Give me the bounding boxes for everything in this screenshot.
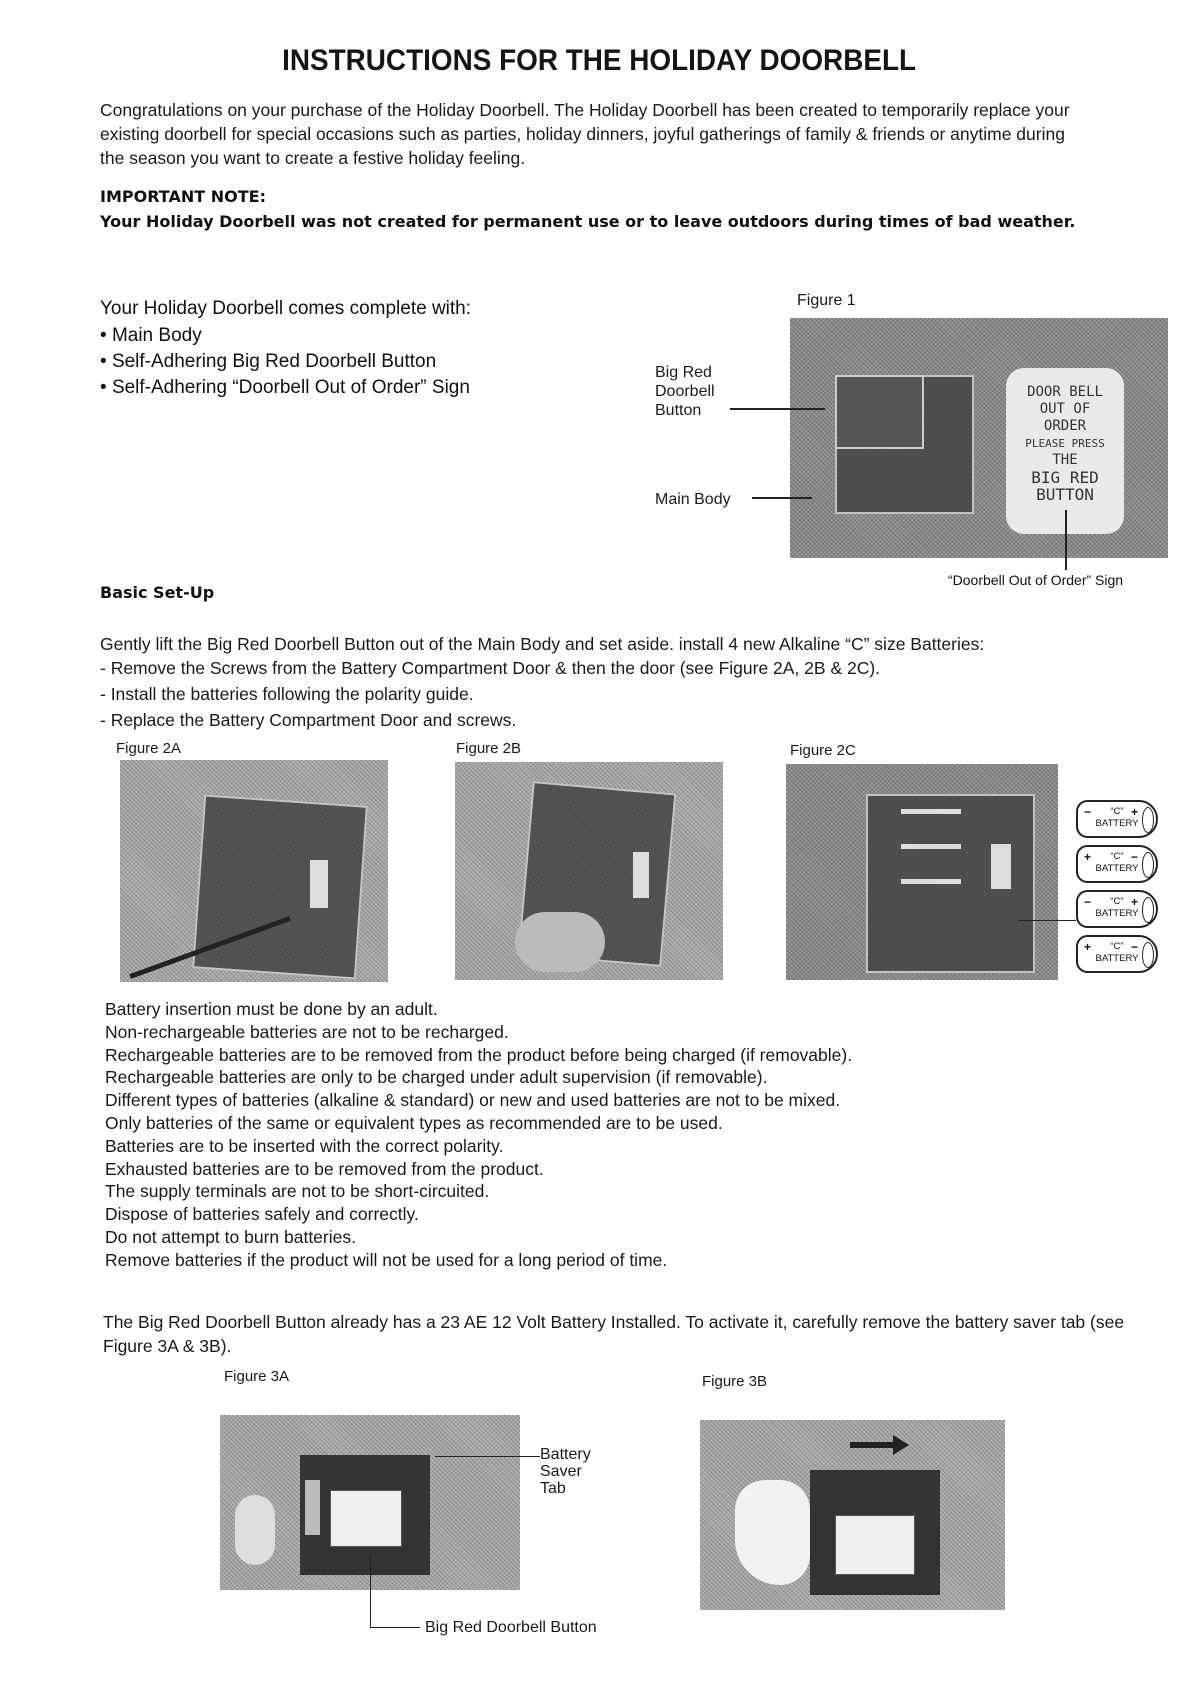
leader-line: [370, 1627, 420, 1628]
list-item: Battery insertion must be done by an adult.: [105, 999, 438, 1019]
leader-line: [1065, 510, 1067, 570]
label-image: [310, 860, 328, 908]
list-item: Do not attempt to burn batteries.: [105, 1226, 356, 1247]
contents-list: [100, 323, 470, 401]
figure-2a-label: Figure 2A: [116, 740, 182, 757]
setup-step: - Remove the Screws from the Battery Compartment Door & then the door (see Figure 2A, 2B & 2C).: [100, 658, 881, 678]
leader-line: [370, 1555, 371, 1627]
big-red-button-image: [835, 375, 924, 449]
list-item: Rechargeable batteries are only to be charged under adult supervision (if removable).: [105, 1067, 768, 1088]
label-image: [835, 1515, 915, 1575]
list-item: Exhausted batteries are to be removed from the product.: [105, 1158, 544, 1179]
leader-line: [435, 1456, 540, 1457]
battery-slot: [901, 879, 961, 884]
setup-step: - Install the batteries following the polarity guide.: [100, 684, 474, 704]
list-item: Only batteries of the same or equivalent types as recommended are to be used.: [105, 1112, 723, 1133]
setup-intro: Gently lift the Big Red Doorbell Button out of the Main Body and set aside. install 4 new Alkaline “C” size Batteries:: [100, 634, 985, 654]
sign-line: PLEASE PRESS: [1025, 437, 1105, 450]
list-item: • Self-Adhering Big Red Doorbell Button: [100, 349, 470, 375]
sign-line: BUTTON: [1036, 485, 1094, 504]
battery-diagram: + − “C” BATTERY: [1076, 845, 1158, 883]
figure-1-label: Figure 1: [797, 292, 856, 309]
important-note-body: Your Holiday Doorbell was not created for permanent use or to leave outdoors during times of bad weather.: [100, 212, 1076, 231]
setup-heading: Basic Set-Up: [100, 583, 215, 602]
figure-2b-photo: [455, 762, 723, 980]
sign-line: DOOR BELL: [1027, 384, 1103, 400]
leader-line: [730, 408, 825, 410]
list-item: Remove batteries if the product will not be used for a long period of time.: [105, 1249, 668, 1270]
battery-image: [305, 1480, 320, 1535]
callout-big-red-button: Big Red Doorbell Button: [425, 1619, 597, 1636]
sign-line: BIG RED: [1031, 468, 1099, 487]
figure-3a-label: Figure 3A: [224, 1368, 290, 1385]
leader-line: [1018, 920, 1076, 921]
list-item: Different types of batteries (alkaline & standard) or new and used batteries are not to be mixed.: [105, 1090, 841, 1111]
hand-image: [735, 1480, 810, 1585]
figure-2b-label: Figure 2B: [456, 740, 522, 757]
leader-line: [752, 497, 812, 499]
device-image: [192, 794, 368, 979]
callout-sign: “Doorbell Out of Order” Sign: [948, 572, 1124, 588]
callout-big-red-button: Big Red Doorbell Button: [655, 364, 715, 419]
battery-diagram: − + “C” BATTERY: [1076, 800, 1158, 838]
figure-3b-photo: [700, 1420, 1005, 1610]
figure-3b-label: Figure 3B: [702, 1373, 768, 1390]
important-note-heading: IMPORTANT NOTE:: [100, 187, 266, 206]
setup-step: - Replace the Battery Compartment Door and screws.: [100, 710, 517, 730]
label-image: [991, 844, 1011, 889]
contents-heading: Your Holiday Doorbell comes complete with:: [100, 298, 472, 319]
battery-slot: [901, 844, 961, 849]
callout-main-body: Main Body: [655, 491, 731, 508]
label-image: [633, 852, 649, 898]
hand-image: [515, 912, 605, 972]
thumb-image: [235, 1495, 275, 1565]
figure-2a-photo: [120, 760, 388, 982]
sign-line: THE: [1052, 452, 1078, 468]
figure-2c-photo: [786, 764, 1058, 980]
intro-paragraph: Congratulations on your purchase of the Holiday Doorbell. The Holiday Doorbell has been created to temporarily replace your existing doorbell for special occasions such as parties, holiday dinners, joyful gatherings of family & friends or anytime during the season you want to create a festive holiday feeling.: [100, 100, 1070, 168]
page-title: INSTRUCTIONS FOR THE HOLIDAY DOORBELL: [282, 44, 917, 77]
sign-line: ORDER: [1043, 418, 1087, 434]
battery-diagram: − + “C” BATTERY: [1076, 890, 1158, 928]
list-item: Non-rechargeable batteries are not to be recharged.: [105, 1021, 509, 1042]
arrow-right-icon: [850, 1442, 895, 1448]
list-item: • Self-Adhering “Doorbell Out of Order” Sign: [100, 375, 470, 401]
activation-paragraph: The Big Red Doorbell Button already has a 23 AE 12 Volt Battery Installed. To activate it, carefully remove the battery saver tab (see Figure 3A & 3B).: [103, 1312, 1125, 1356]
sign-line: OUT OF: [1039, 401, 1091, 417]
figure-2c-label: Figure 2C: [790, 742, 856, 759]
battery-diagram: + − “C” BATTERY: [1076, 935, 1158, 973]
battery-safety-list: [105, 998, 852, 1272]
list-item: The supply terminals are not to be short-circuited.: [105, 1181, 490, 1202]
label-image: [330, 1490, 402, 1547]
list-item: Dispose of batteries safely and correctly.: [105, 1204, 419, 1225]
figure-1-photo: [790, 318, 1168, 558]
callout-battery-saver-tab: Battery Saver Tab: [540, 1446, 591, 1497]
list-item: Batteries are to be inserted with the correct polarity.: [105, 1135, 504, 1156]
list-item: • Main Body: [100, 323, 470, 349]
list-item: Rechargeable batteries are to be removed from the product before being charged (if removable).: [105, 1044, 853, 1065]
battery-slot: [901, 809, 961, 814]
